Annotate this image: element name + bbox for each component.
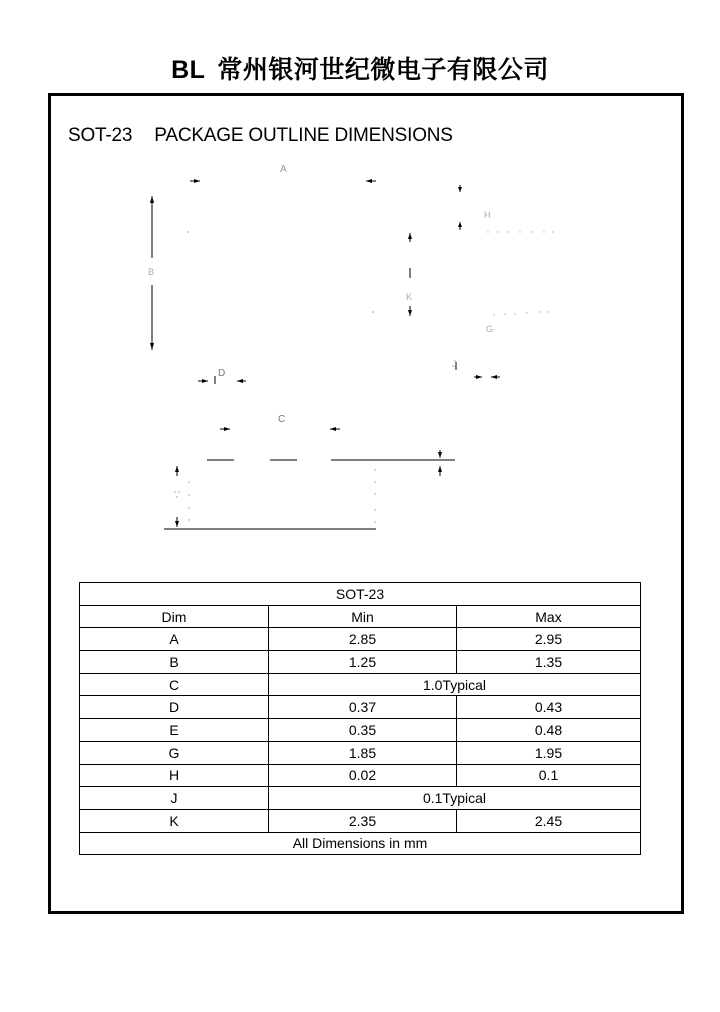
dim-e-arrow-bottom xyxy=(438,466,442,472)
cell-max: 1.95 xyxy=(457,741,641,764)
header-max: Max xyxy=(457,605,641,628)
dim-k-arrow-bottom xyxy=(408,310,412,316)
table-row xyxy=(80,696,641,719)
dim-k-arrow-top xyxy=(408,233,412,239)
dim-j-label: J xyxy=(452,359,457,369)
dim-k-label: K xyxy=(406,292,413,302)
dim-a-arrow-right xyxy=(366,179,372,183)
table-row xyxy=(80,719,641,742)
dim-b-arrow-bottom xyxy=(150,343,154,350)
side-height-arrow-bottom xyxy=(175,521,179,527)
dim-d-arrow-left xyxy=(202,379,208,383)
cell-dim: H xyxy=(80,764,269,787)
table-footer-row xyxy=(80,832,641,855)
dim-j-arrow-left xyxy=(476,375,482,379)
header-dim: Dim xyxy=(80,605,269,628)
dim-c-arrow-right xyxy=(330,427,336,431)
dim-h-group xyxy=(458,185,462,230)
cell-dim: E xyxy=(80,719,269,742)
table-row xyxy=(80,673,641,696)
cell-min: 1.85 xyxy=(269,741,457,764)
cell-max: 2.95 xyxy=(457,628,641,651)
cell-typical: 1.0Typical xyxy=(269,673,641,696)
table-caption-row xyxy=(80,583,641,606)
cell-min: 0.37 xyxy=(269,696,457,719)
dim-b-label: B xyxy=(148,267,155,277)
table-row xyxy=(80,787,641,810)
cell-dim: D xyxy=(80,696,269,719)
cell-dim: A xyxy=(80,628,269,651)
cell-dim: K xyxy=(80,809,269,832)
dim-g-label: G xyxy=(486,324,494,334)
cell-dim: G xyxy=(80,741,269,764)
dim-c-group xyxy=(220,427,340,431)
side-view xyxy=(164,460,455,529)
cell-max: 0.48 xyxy=(457,719,641,742)
dim-h-label: H xyxy=(484,210,491,220)
cell-min: 1.25 xyxy=(269,651,457,674)
cell-max: 2.45 xyxy=(457,809,641,832)
dim-j-arrow-right xyxy=(491,375,497,379)
side-dots xyxy=(174,469,375,522)
dim-j-group xyxy=(456,362,500,379)
cell-min: 2.85 xyxy=(269,628,457,651)
cell-min: 2.35 xyxy=(269,809,457,832)
dim-c-arrow-left xyxy=(224,427,230,431)
table-row xyxy=(80,764,641,787)
cell-dim: C xyxy=(80,673,269,696)
table-header-row xyxy=(80,605,641,628)
table-caption: SOT-23 xyxy=(80,583,641,606)
dim-d-arrow-right xyxy=(237,379,243,383)
dim-a-group xyxy=(190,179,376,183)
table-row xyxy=(80,809,641,832)
dim-e-group xyxy=(438,450,442,476)
side-height-arrow-top xyxy=(175,466,179,472)
cell-max: 1.35 xyxy=(457,651,641,674)
dim-g-dots xyxy=(493,311,548,315)
dim-h-arrow-top xyxy=(458,187,462,192)
dim-k-group xyxy=(408,233,412,316)
brand-name: BL xyxy=(171,56,206,84)
dim-e-arrow-top xyxy=(438,452,442,458)
dim-b-arrow-top xyxy=(150,196,154,203)
table-row xyxy=(80,651,641,674)
cell-min: 0.35 xyxy=(269,719,457,742)
table-footer: All Dimensions in mm xyxy=(80,832,641,855)
cell-max: 0.1 xyxy=(457,764,641,787)
cell-typical: 0.1Typical xyxy=(269,787,641,810)
table-row xyxy=(80,741,641,764)
cell-max: 0.43 xyxy=(457,696,641,719)
cell-min: 0.02 xyxy=(269,764,457,787)
title-text: PACKAGE OUTLINE DIMENSIONS xyxy=(154,125,453,146)
header-min: Min xyxy=(269,605,457,628)
dim-h-arrow-bottom xyxy=(458,222,462,227)
dim-c-label: C xyxy=(278,414,286,425)
dim-e-label: E xyxy=(446,466,451,472)
cell-dim: B xyxy=(80,651,269,674)
dim-a-label: A xyxy=(280,164,287,175)
company-name: 常州银河世纪微电子有限公司 xyxy=(217,56,549,84)
package-name: SOT-23 xyxy=(68,125,133,146)
dim-d-label: D xyxy=(218,368,226,379)
dim-a-arrow-left xyxy=(194,179,200,183)
cell-dim: J xyxy=(80,787,269,810)
dim-h-dots xyxy=(487,231,553,232)
table-row xyxy=(80,628,641,651)
outline-dots xyxy=(187,231,374,313)
dimensions-table xyxy=(79,582,641,855)
